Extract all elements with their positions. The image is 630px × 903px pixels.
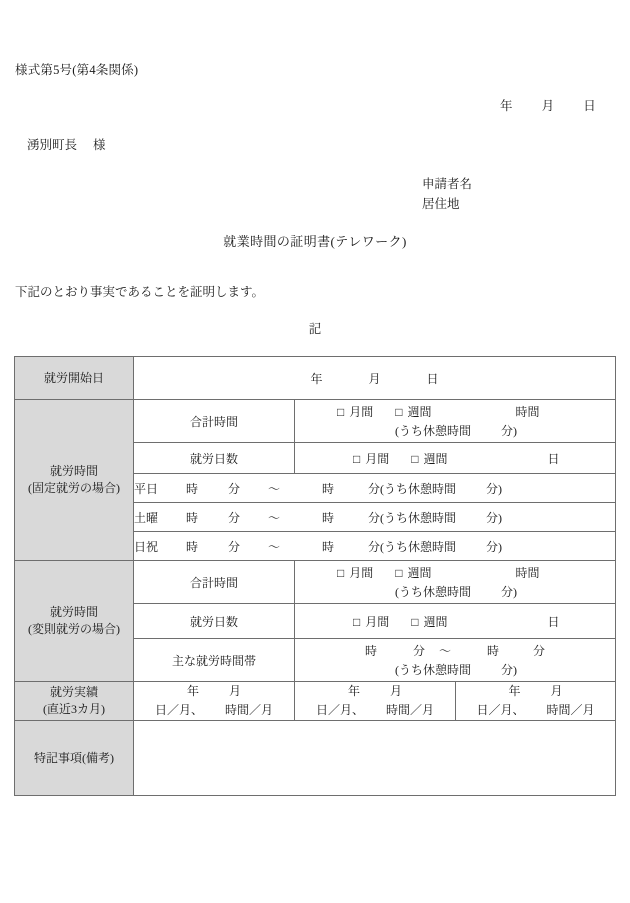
sunday-start-hour: 時 (186, 539, 199, 554)
unit-irregular-total-break: 分) (501, 585, 517, 599)
perf3-month: 月 (550, 684, 563, 698)
checkbox-irregular-days-weekly[interactable]: □ (411, 614, 419, 629)
label-irregular-work-line2: (変則就労の場合) (28, 622, 120, 636)
label-main-timeband: 主な就労時間帯 (134, 639, 295, 682)
label-fixed-total-weekly: 週間 (407, 405, 432, 419)
addressee-name: 湧別町長 (27, 138, 78, 152)
table-row-start-date (15, 357, 616, 400)
label-timeband-break: (うち休憩時間 (395, 663, 471, 677)
addressee (27, 135, 106, 153)
start-date-year-label: 年 (310, 371, 323, 386)
label-irregular-work (15, 561, 134, 682)
form-number: 様式第5号(第4条関係) (15, 63, 139, 77)
saturday-end-min-break: 分(うち休憩時間 (368, 510, 456, 525)
applicant-name-label: 申請者名 (422, 177, 473, 191)
value-fixed-work-days (295, 443, 616, 474)
label-irregular-days-weekly: 週間 (423, 614, 448, 629)
date-day-label: 日 (583, 99, 596, 113)
checkbox-irregular-days-monthly[interactable]: □ (353, 614, 361, 629)
perf3-days: 日／月、 (476, 703, 525, 717)
timeband-start-hour: 時 (364, 644, 377, 658)
value-fixed-total-hours (295, 400, 616, 443)
checkbox-irregular-total-weekly[interactable]: □ (395, 566, 403, 580)
sunday-tilde: ～ (268, 539, 281, 554)
label-fixed-work (15, 400, 134, 561)
weekday-break-unit: 分) (486, 481, 502, 496)
performance-month-3 (456, 682, 616, 721)
saturday-end-hour: 時 (322, 510, 335, 525)
timeband-tilde: ～ (438, 644, 451, 658)
label-irregular-total-break: (うち休憩時間 (395, 585, 471, 599)
label-fixed-days-monthly: 月間 (365, 451, 390, 466)
label-weekday: 平日 (134, 481, 159, 496)
date-year-label: 年 (500, 99, 513, 113)
perf2-hours: 時間／月 (386, 703, 435, 717)
perf1-hours: 時間／月 (225, 703, 274, 717)
perf2-year: 年 (347, 684, 360, 698)
unit-fixed-total-hours: 時間 (515, 405, 540, 419)
unit-timeband-break: 分) (501, 663, 517, 677)
weekday-end-hour: 時 (322, 481, 335, 496)
checkbox-fixed-days-weekly[interactable]: □ (411, 451, 419, 466)
timeband-start-min: 分 (412, 644, 425, 658)
perf3-hours: 時間／月 (546, 703, 595, 717)
saturday-break-unit: 分) (486, 510, 502, 525)
value-fixed-weekday (134, 474, 616, 503)
label-start-date: 就労開始日 (15, 357, 134, 400)
weekday-end-min-break: 分(うち休憩時間 (368, 481, 456, 496)
timeband-end-hour: 時 (487, 644, 500, 658)
weekday-start-min: 分 (228, 481, 241, 496)
label-fixed-days-weekly: 週間 (423, 451, 448, 466)
sunday-end-min-break: 分(うち休憩時間 (368, 539, 456, 554)
label-performance-line2: (直近3カ月) (43, 702, 105, 716)
label-fixed-total-break: (うち休憩時間 (395, 424, 471, 438)
notes-input[interactable] (134, 721, 616, 796)
certification-statement: 下記のとおり事実であることを証明します。 (15, 285, 265, 299)
applicant-block (422, 174, 472, 214)
weekday-start-hour: 時 (186, 481, 199, 496)
page-title: 就業時間の証明書(テレワーク) (223, 234, 407, 249)
date-line (500, 96, 596, 114)
label-fixed-work-line1: 就労時間 (49, 464, 98, 478)
value-fixed-sunday-holiday (134, 532, 616, 561)
table-row-irregular-total-hours (15, 561, 616, 604)
label-irregular-days-monthly: 月間 (365, 614, 390, 629)
label-irregular-total-monthly: 月間 (349, 566, 374, 580)
label-irregular-total-weekly: 週間 (407, 566, 432, 580)
unit-fixed-total-break: 分) (501, 424, 517, 438)
timeband-end-min: 分 (533, 644, 546, 658)
label-fixed-work-line2: (固定就労の場合) (28, 481, 120, 495)
value-fixed-saturday (134, 503, 616, 532)
value-start-date (134, 357, 616, 400)
checkbox-fixed-total-monthly[interactable]: □ (337, 405, 345, 419)
checkbox-fixed-days-monthly[interactable]: □ (353, 451, 361, 466)
unit-irregular-work-days: 日 (547, 614, 560, 629)
label-sunday-holiday: 日祝 (134, 539, 159, 554)
label-fixed-total-hours: 合計時間 (134, 400, 295, 443)
sunday-break-unit: 分) (486, 539, 502, 554)
saturday-tilde: ～ (268, 510, 281, 525)
label-irregular-work-line1: 就労時間 (49, 605, 98, 619)
addressee-honorific: 様 (93, 138, 106, 152)
value-main-timeband (295, 639, 616, 682)
checkbox-irregular-total-monthly[interactable]: □ (337, 566, 345, 580)
perf1-month: 月 (229, 684, 242, 698)
label-irregular-total-hours: 合計時間 (134, 561, 295, 604)
perf3-year: 年 (508, 684, 521, 698)
date-month-label: 月 (541, 99, 555, 113)
ki-marker: 記 (308, 322, 322, 336)
employment-hours-table (14, 356, 616, 796)
performance-month-2 (295, 682, 456, 721)
label-notes: 特記事項(備考) (15, 721, 134, 796)
perf2-month: 月 (390, 684, 403, 698)
performance-month-1 (134, 682, 295, 721)
start-date-month-label: 月 (368, 371, 381, 386)
label-performance-line1: 就労実績 (49, 685, 98, 699)
table-row-notes (15, 721, 616, 796)
weekday-tilde: ～ (268, 481, 281, 496)
saturday-start-hour: 時 (186, 510, 199, 525)
table-row-fixed-total-hours (15, 400, 616, 443)
sunday-start-min: 分 (228, 539, 241, 554)
start-date-day-label: 日 (426, 371, 439, 386)
table-row-performance (15, 682, 616, 721)
label-fixed-total-monthly: 月間 (349, 405, 374, 419)
checkbox-fixed-total-weekly[interactable]: □ (395, 405, 403, 419)
label-fixed-work-days: 就労日数 (134, 443, 295, 474)
label-performance (15, 682, 134, 721)
value-irregular-work-days (295, 604, 616, 639)
label-irregular-work-days: 就労日数 (134, 604, 295, 639)
perf2-days: 日／月、 (315, 703, 364, 717)
perf1-days: 日／月、 (154, 703, 203, 717)
saturday-start-min: 分 (228, 510, 241, 525)
value-irregular-total-hours (295, 561, 616, 604)
unit-fixed-work-days: 日 (547, 451, 560, 466)
applicant-residence-label: 居住地 (422, 197, 460, 211)
label-saturday: 土曜 (134, 510, 159, 525)
sunday-end-hour: 時 (322, 539, 335, 554)
unit-irregular-total-hours: 時間 (515, 566, 540, 580)
perf1-year: 年 (186, 684, 199, 698)
